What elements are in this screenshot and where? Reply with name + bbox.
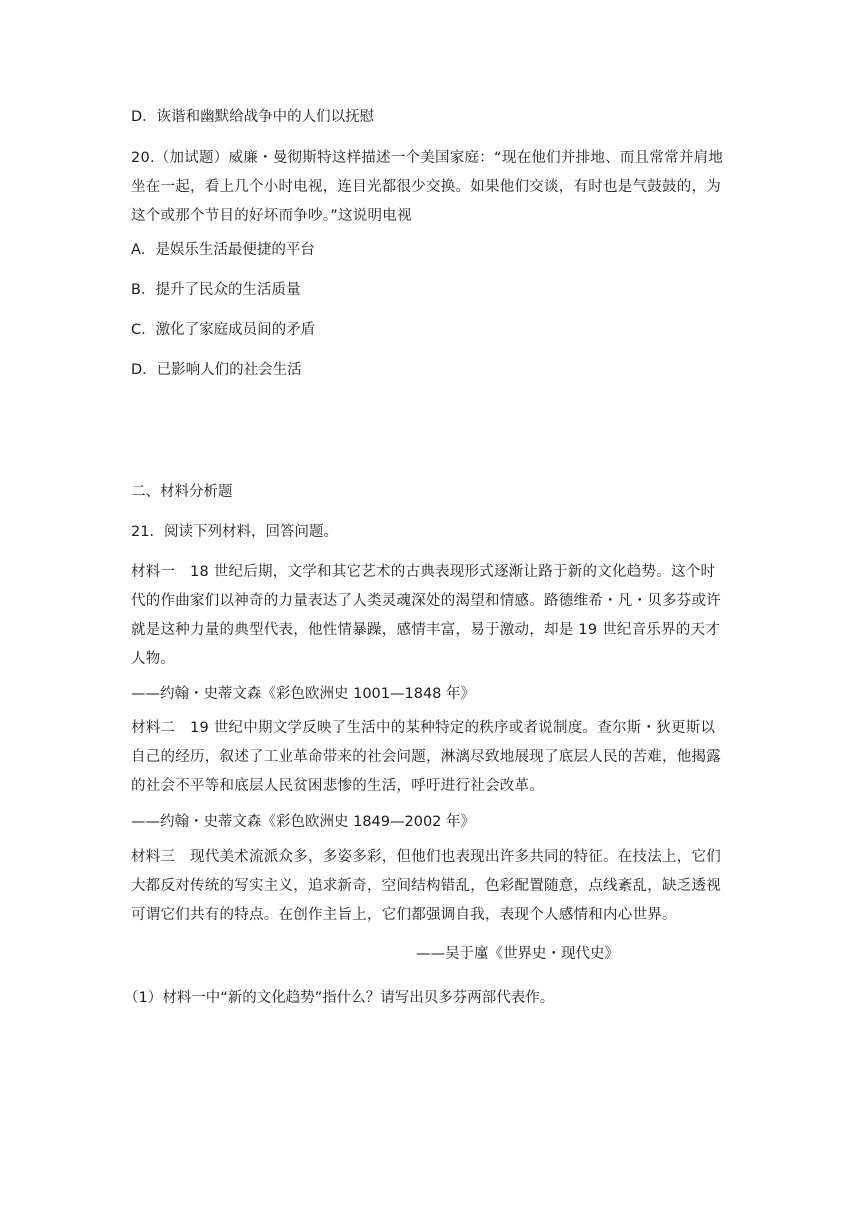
material1-line-2: 代的作曲家们以神奇的力量表达了人类灵魂深处的渴望和情感。路德维希・凡・贝多芬或许 [131, 593, 721, 609]
q20-stem-line-1: 20.（加试题）威廉・曼彻斯特这样描述一个美国家庭：“现在他们并排地、而且常常并肩地 [131, 150, 724, 166]
material1-line-1: 材料一 18 世纪后期，文学和其它艺术的古典表现形式逐渐让路于新的文化趋势。这个时 [131, 564, 716, 580]
q19-option-d: D．诙谐和幽默给战争中的人们以抚慰 [131, 109, 375, 125]
q21-subquestion-1: （1）材料一中“新的文化趋势”指什么？请写出贝多芬两部代表作。 [124, 990, 555, 1006]
material3-line-2: 大都反对传统的写实主义，追求新奇，空间结构错乱，色彩配置随意，点线紊乱，缺乏透视 [131, 878, 721, 894]
material3-source: ——吴于廑《世界史・现代史》 [416, 946, 619, 962]
q20-option-a: A．是娱乐生活最便捷的平台 [131, 242, 315, 258]
section-heading: 二、材料分析题 [131, 484, 233, 500]
material2-line-1: 材料二 19 世纪中期文学反映了生活中的某种特定的秩序或者说制度。查尔斯・狄更斯以 [131, 720, 716, 736]
material2-line-2: 自己的经历，叙述了工业革命带来的社会问题，淋漓尽致地展现了底层人民的苦难，他揭露 [131, 749, 721, 765]
material2-line-3: 的社会不平等和底层人民贫困悲惨的生活，呼吁进行社会改革。 [131, 778, 544, 794]
q20-stem-line-3: 这个或那个节目的好坏而争吵。”这说明电视 [131, 208, 412, 224]
material3-line-3: 可谓它们共有的特点。在创作主旨上，它们都强调自我，表现个人感情和内心世界。 [131, 907, 677, 923]
material1-line-3: 就是这种力量的典型代表，他性情暴躁，感情丰富，易于激动，却是 19 世纪音乐界的天才 [131, 622, 721, 638]
material2-source: ——约翰・史蒂文森《彩色欧洲史 1849—2002 年》 [131, 814, 476, 830]
q20-option-d: D．已影响人们的社会生活 [131, 362, 302, 378]
q21-stem: 21．阅读下列材料，回答问题。 [131, 524, 338, 540]
material1-source: ——约翰・史蒂文森《彩色欧洲史 1001—1848 年》 [131, 686, 476, 702]
q20-stem-line-2: 坐在一起，看上几个小时电视，连目光都很少交换。如果他们交谈，有时也是气鼓鼓的，为 [131, 179, 721, 195]
material1-line-4: 人物。 [131, 651, 176, 667]
q20-option-c: C．激化了家庭成员间的矛盾 [131, 322, 316, 338]
q20-option-b: B．提升了民众的生活质量 [131, 282, 301, 298]
material3-line-1: 材料三 现代美术流派众多，多姿多彩，但他们也表现出许多共同的特征。在技法上，它们 [131, 849, 721, 865]
